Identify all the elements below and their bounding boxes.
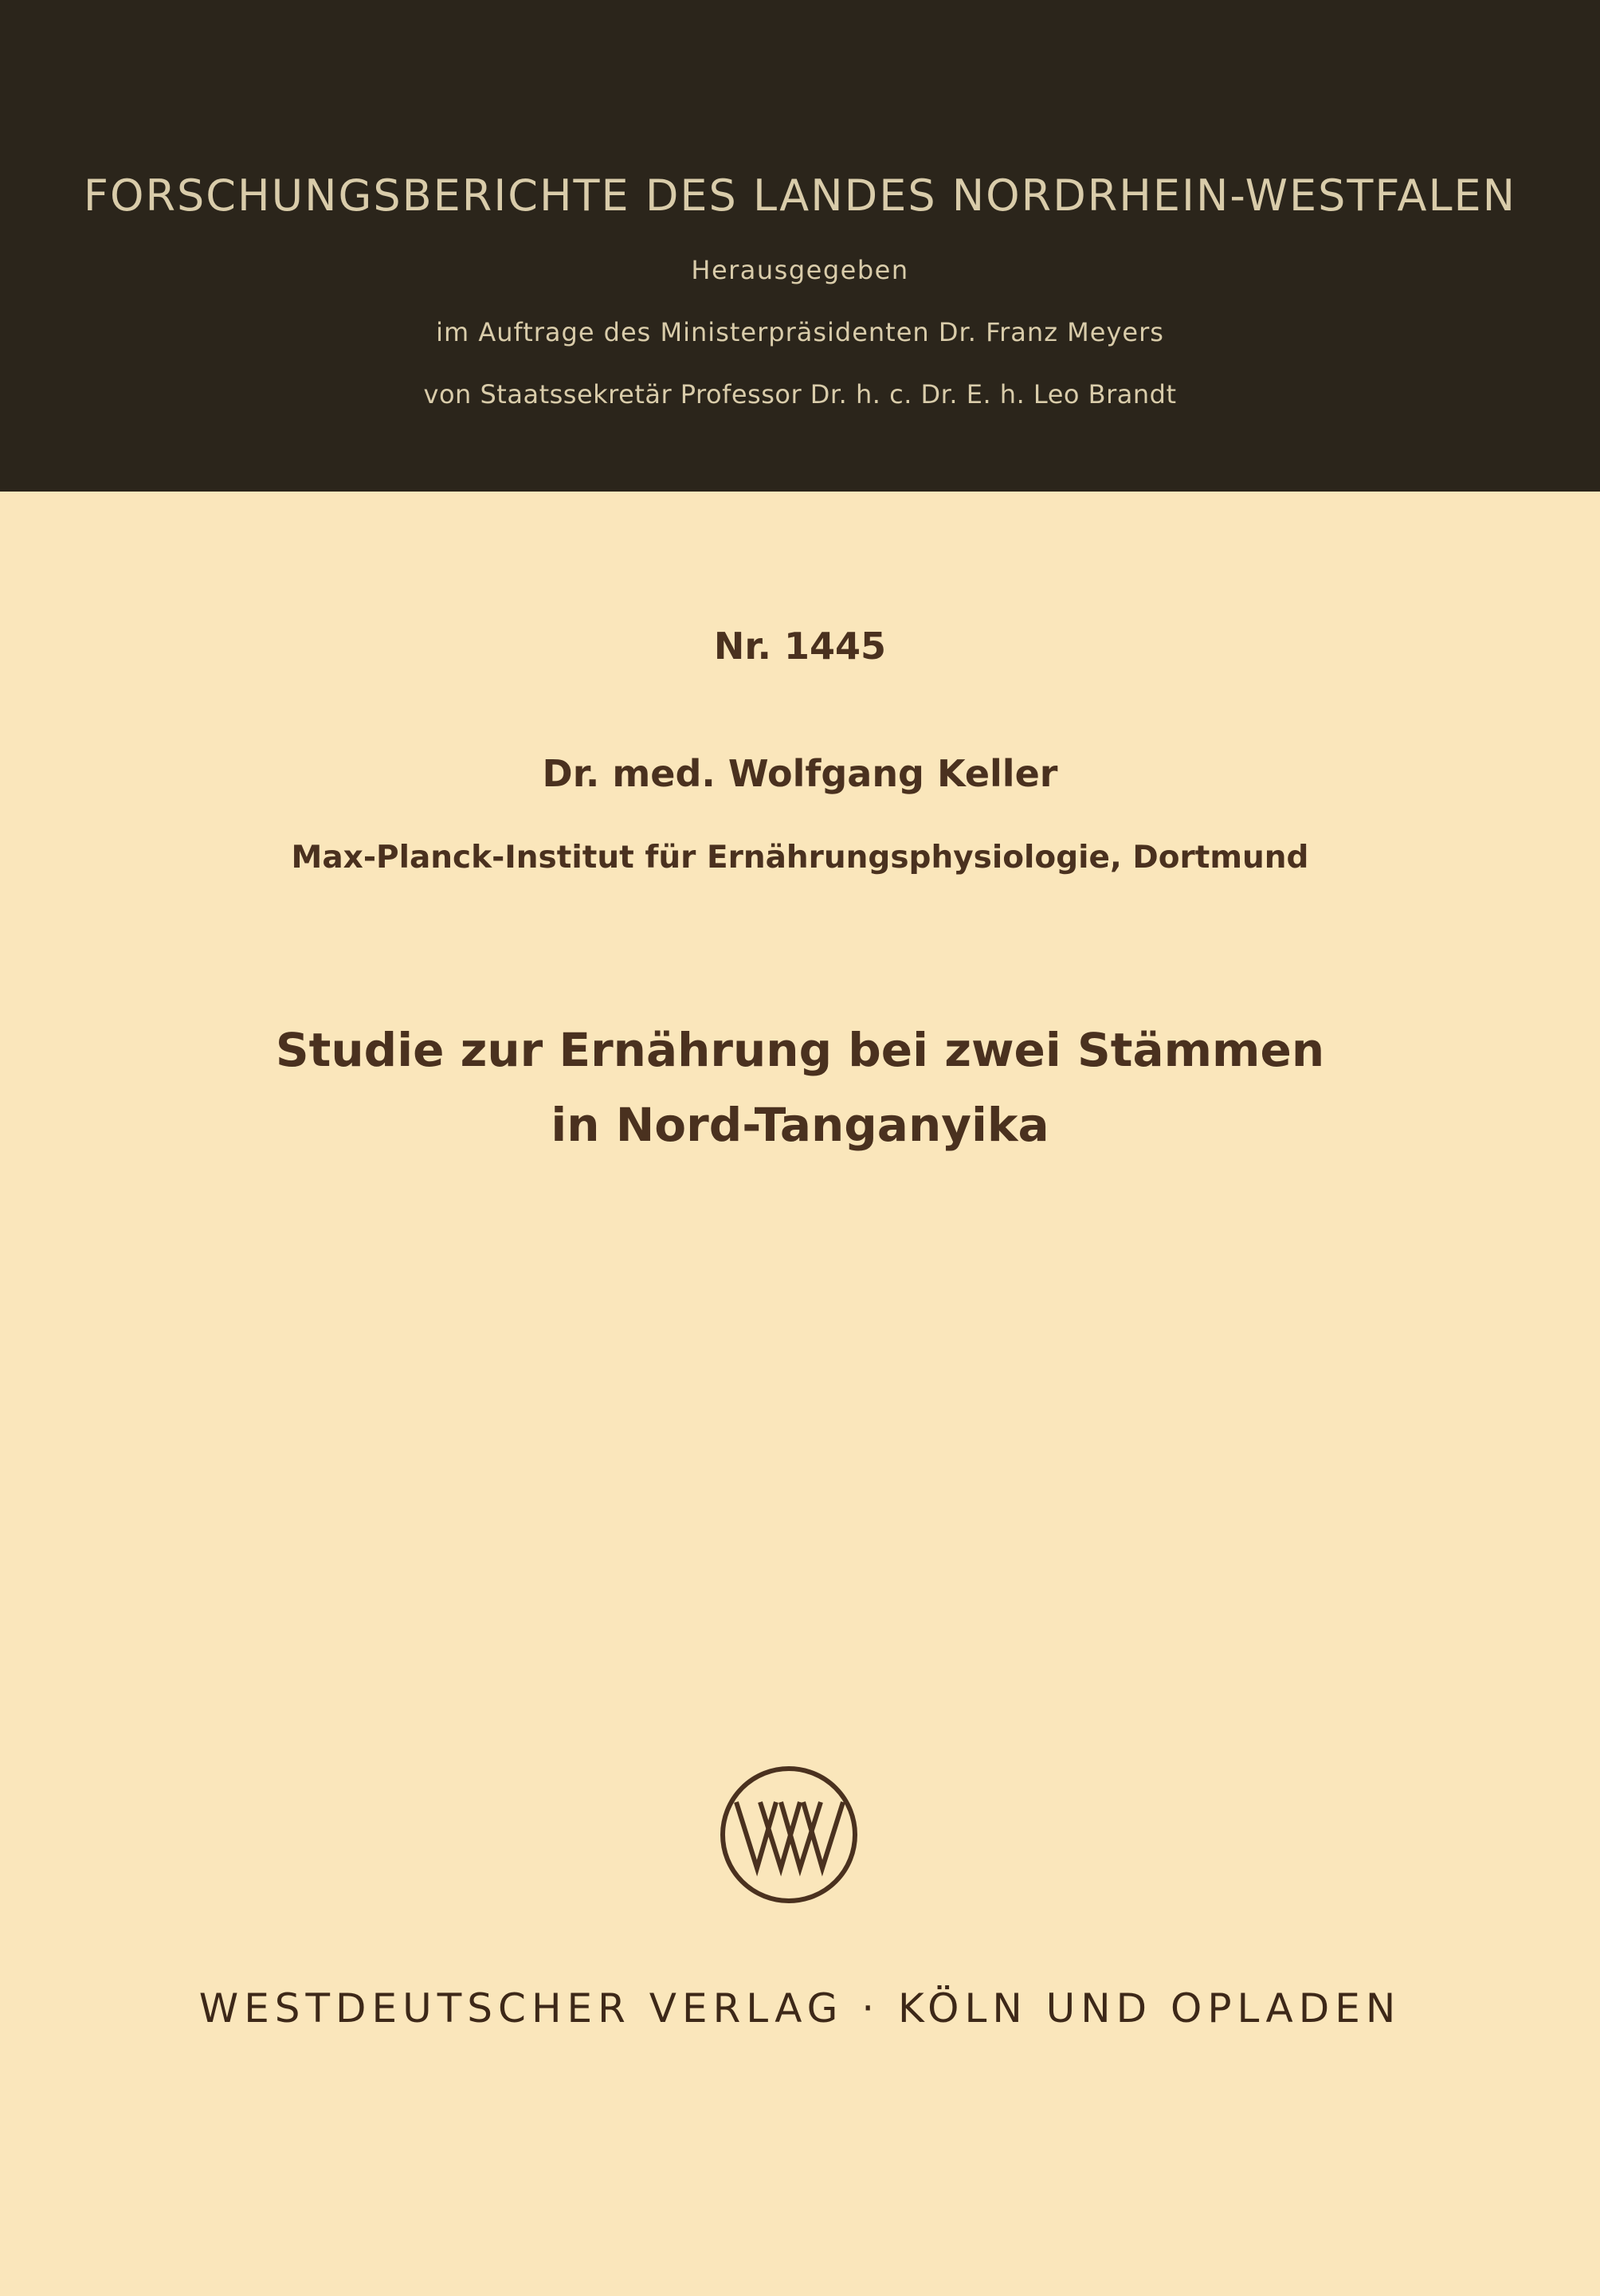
author-institute: Max-Planck-Institut für Ernährungsphysiologie, Dortmund [291,840,1309,876]
editor-line-herausgegeben: Herausgegeben [691,255,909,285]
editor-line-commission: im Auftrage des Ministerpräsidenten Dr. Franz Meyers [436,317,1164,347]
editor-line-editor: von Staatssekretär Professor Dr. h. c. Dr. E. h. Leo Brandt [423,379,1177,409]
report-number: Nr. 1445 [713,625,887,668]
book-title-line-1: Studie zur Ernährung bei zwei Stämmen [275,1023,1325,1077]
series-header-band [0,0,1600,492]
series-title: FORSCHUNGSBERICHTE DES LANDES NORDRHEIN-WESTFALEN [83,170,1517,221]
wv-publisher-logo-icon [719,1765,859,1905]
book-title-line-2: in Nord-Tanganyika [551,1098,1049,1152]
publisher-imprint: WESTDEUTSCHER VERLAG · KÖLN UND OPLADEN [198,1985,1402,2032]
author-name: Dr. med. Wolfgang Keller [542,752,1058,795]
